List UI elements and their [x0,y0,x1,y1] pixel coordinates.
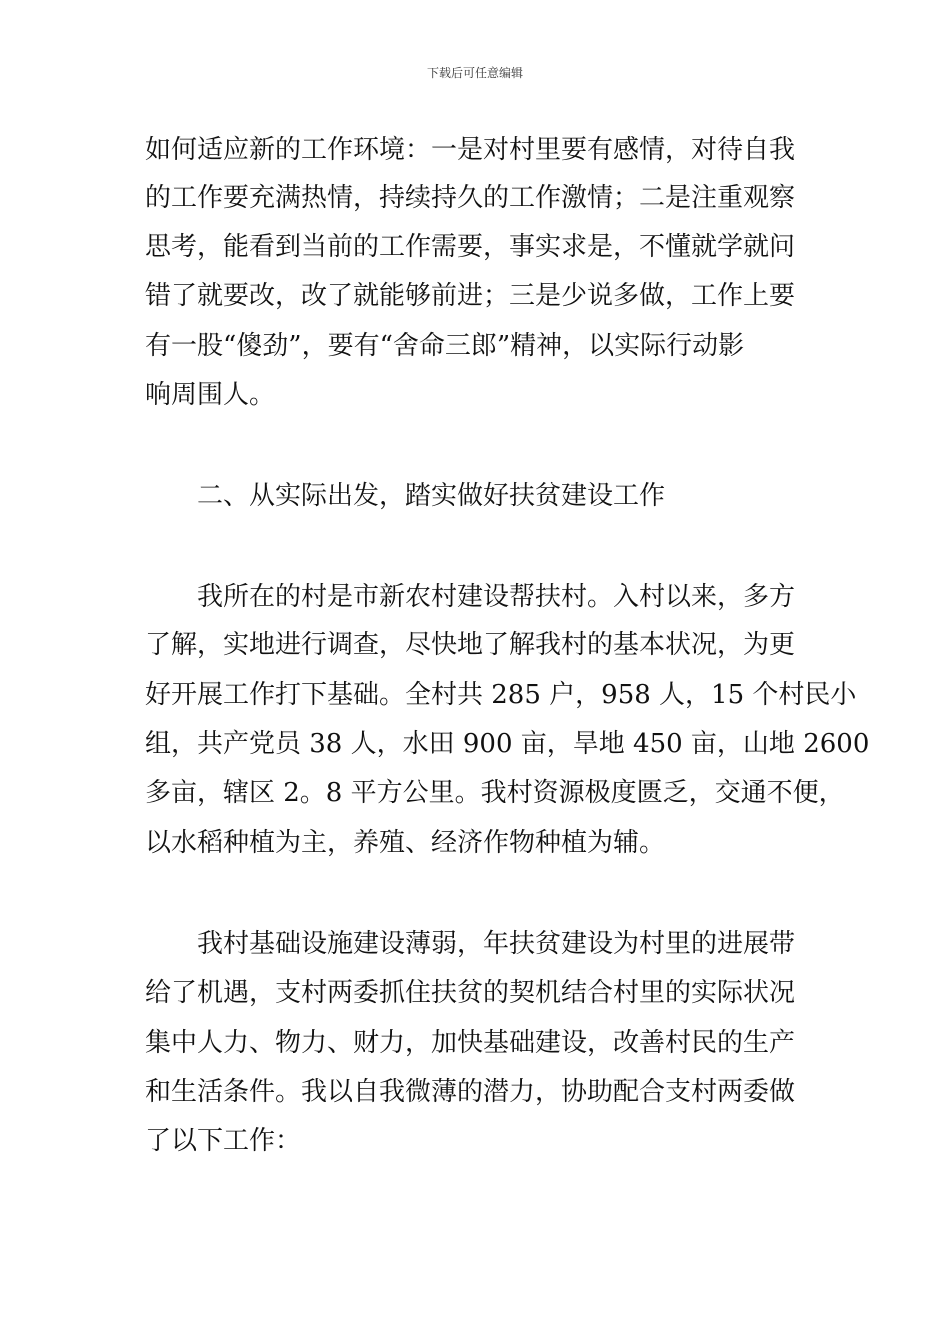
paragraph-1-line-3: 思考，能看到当前的工作需要，事实求是，不懂就学就问 [145,232,796,262]
paragraph-1-line-6: 响周围人。 [145,380,276,410]
paragraph-1-line-2: 的工作要充满热情，持续持久的工作激情；二是注重观察 [145,183,796,213]
paragraph-3-line-6: 以水稻种植为主，养殖、经济作物种植为辅。 [145,828,666,858]
paragraph-3-line-4: 组，共产党员 38 人，水田 900 亩，旱地 450 亩，山地 2600 [145,729,870,759]
paragraph-1-line-5: 有一股“傻劲”，要有“舍命三郎”精神，以实际行动影 [145,331,745,361]
paragraph-3-line-1: 我所在的村是市新农村建设帮扶村。入村以来，多方 [197,582,796,612]
paragraph-4-line-4: 和生活条件。我以自我微薄的潜力，协助配合支村两委做 [145,1077,796,1107]
paragraph-4-line-5: 了以下工作： [145,1126,302,1156]
paragraph-1-line-4: 错了就要改，改了就能够前进；三是少说多做，工作上要 [145,281,796,311]
page-header: 下载后可任意编辑 [426,66,523,80]
paragraph-1-line-1: 如何适应新的工作环境：一是对村里要有感情，对待自我 [145,135,796,165]
paragraph-3-line-3: 好开展工作打下基础。全村共 285 户，958 人，15 个村民小 [145,680,857,710]
section-heading: 二、从实际出发，踏实做好扶贫建设工作 [197,481,666,511]
paragraph-3-line-5: 多亩，辖区 2。8 平方公里。我村资源极度匮乏，交通不便， [145,778,845,808]
paragraph-3-line-2: 了解，实地进行调查，尽快地了解我村的基本状况，为更 [145,630,796,660]
paragraph-4-line-1: 我村基础设施建设薄弱，年扶贫建设为村里的进展带 [197,929,796,959]
paragraph-4-line-3: 集中人力、物力、财力，加快基础建设，改善村民的生产 [145,1028,796,1058]
paragraph-4-line-2: 给了机遇，支村两委抓住扶贫的契机结合村里的实际状况 [145,978,796,1008]
